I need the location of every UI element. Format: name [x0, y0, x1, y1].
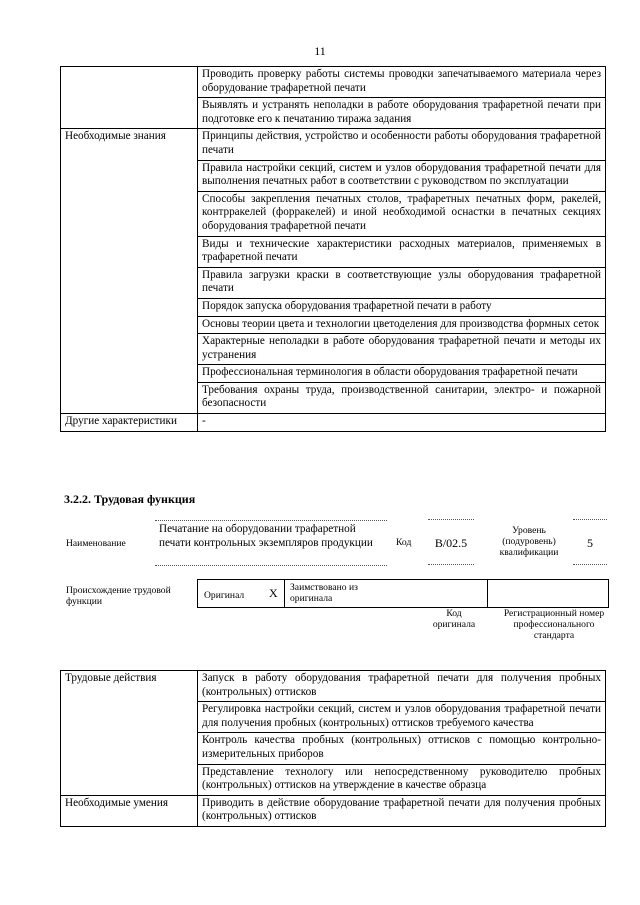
borrowed-label: Заимствовано из оригинала: [290, 582, 358, 604]
knowledge-item: Способы закрепления печатных столов, трафаретных печатных форм, ракелей, контрракелей (форракелей) и иной необходимой оснастки в печатных секциях оборудования трафаретной печати: [198, 191, 606, 236]
original-label: Оригинал: [204, 590, 245, 601]
knowledge-item: Правила настройки секций, систем и узлов оборудования трафаретной печати для выполнения печатных работ в соответствии с руководством по эксплуатации: [198, 160, 606, 191]
other-item: -: [198, 414, 606, 432]
origin-divider: [487, 579, 488, 607]
table-row: [61, 67, 606, 98]
level-box: [573, 519, 607, 565]
function-name: Печатание на оборудовании трафаретной печати контрольных экземпляров продукции: [159, 523, 373, 549]
table-row: [61, 414, 606, 432]
original-mark: X: [269, 586, 278, 600]
origin-label: Происхождение трудовой функции: [66, 585, 171, 607]
knowledge-item: Требования охраны труда, производственной санитарии, электро- и пожарной безопасности: [198, 382, 606, 413]
name-label: Наименование: [66, 538, 126, 549]
code-original-caption: Код оригинала: [432, 608, 476, 630]
knowledge-item: Характерные неполадки в работе оборудования трафаретной печати и методы их устранения: [198, 334, 606, 365]
code-box: [428, 519, 474, 565]
skill-item: Проводить проверку работы системы проводки запечатываемого материала через оборудование трафаретной печати: [198, 67, 606, 98]
row-label-knowledge: Необходимые знания: [61, 129, 198, 414]
table-row: [61, 129, 606, 160]
table-row: [61, 671, 606, 702]
table-row: [61, 795, 606, 826]
knowledge-item: Профессиональная терминология в области оборудования трафаретной печати: [198, 365, 606, 383]
reg-number-caption: Регистрационный номер профессионального стандарта: [503, 608, 605, 641]
code-value: B/02.5: [434, 536, 468, 550]
level-label: Уровень (подуровень) квалификации: [499, 525, 559, 558]
skill-item: Выявлять и устранять неполадки в работе оборудования трафаретной печати при подготовке его к печатанию тиража задания: [198, 98, 606, 129]
action-item: Запуск в работу оборудования трафаретной печати для получения пробных (контрольных) оттисков: [198, 671, 606, 702]
knowledge-item: Принципы действия, устройство и особенности работы оборудования трафаретной печати: [198, 129, 606, 160]
skill-item: Приводить в действие оборудование трафаретной печати для получения пробных (контрольных) оттисков: [198, 795, 606, 826]
row-label-actions: Трудовые действия: [61, 671, 198, 796]
actions-table: [60, 670, 606, 827]
knowledge-item: Порядок запуска оборудования трафаретной печати в работу: [198, 298, 606, 316]
knowledge-table: [60, 66, 606, 432]
section-title: 3.2.2. Трудовая функция: [64, 492, 196, 506]
row-label: [61, 67, 198, 129]
action-item: Представление технологу или непосредственному руководителю пробных (контрольных) оттисков на утверждение в качестве образца: [198, 764, 606, 795]
knowledge-item: Правила загрузки краски в соответствующие узлы оборудования трафаретной печати: [198, 267, 606, 298]
code-label: Код: [396, 537, 412, 548]
origin-box: [197, 579, 609, 608]
level-value: 5: [587, 536, 593, 550]
knowledge-item: Виды и технические характеристики расходных материалов, применяемых в трафаретной печати: [198, 236, 606, 267]
page-number: 11: [314, 44, 326, 58]
origin-divider: [284, 579, 285, 607]
row-label-other: Другие характеристики: [61, 414, 198, 432]
name-box: [155, 520, 387, 566]
action-item: Регулировка настройки секций, систем и узлов оборудования трафаретной печати для получения пробных (контрольных) оттисков требуемого качества: [198, 702, 606, 733]
action-item: Контроль качества пробных (контрольных) оттисков с помощью контрольно-измерительных приборов: [198, 733, 606, 764]
row-label-skills: Необходимые умения: [61, 795, 198, 826]
knowledge-item: Основы теории цвета и технологии цветоделения для производства формных сеток: [198, 316, 606, 334]
